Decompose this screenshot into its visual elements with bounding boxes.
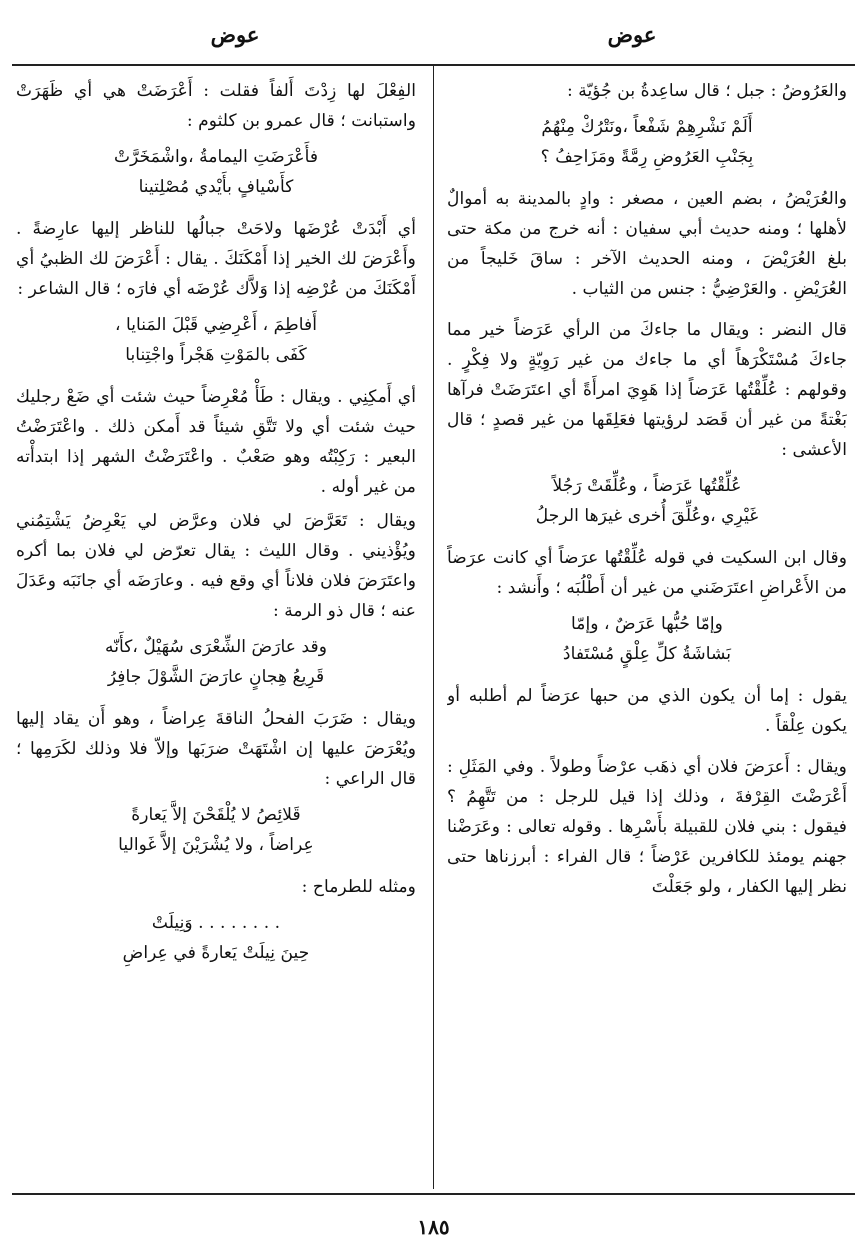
paragraph: أي أَمكِنِي . ويقال : طَأْ مُعْرِضاً حيث شئت أي ضَعْ رجليك حيث شئت أي ولا تَتَّقِ شيئاً قد أَمكن ذلك . واعْتَرَضْتُ البعير : رَكِبْتُه وهو صَعْبٌ . واعْتَرَضْتُ الشهر إذا ابتدأْته من غير أوله . xyxy=(16,387,416,497)
paragraph: ويقال : ضَرَبَ الفحلُ الناقةَ عِراضاً ، وهو أَن يقاد إليها ويُعْرَضَ عليها إن اشْتَهَتْ ضرَبَها وإلاّ فلا وذلك لكَرَمِها ؛ قال الراعي : xyxy=(16,709,416,789)
verse-line: وقد عارَضَ الشِّعْرَى سُهَيْلٌ ،كأَنّه xyxy=(104,637,328,657)
paragraph: ومثله للطرماح : xyxy=(301,877,416,897)
verse-line: كَفَى بالمَوْتِ هَجْراً واجْتِنابا xyxy=(125,345,307,365)
column-divider xyxy=(433,66,434,1189)
paragraph: وقال ابن السكيت في قوله عُلِّقْتُها عرَضاً أي كانت عرَضاً من الأَعْراضِ اعتَرَضَني من غير أن أَطْلُبَه ؛ وأَنشد : xyxy=(447,548,847,598)
verse xyxy=(447,112,847,172)
verse-line: . . . . . . . . وَنِيلَتْ xyxy=(151,913,281,933)
verse-line: أَلَمْ نَشْرِهِمْ شَفْعاً ،ونَتْرُكْ مِنْهُمُ xyxy=(541,117,753,137)
running-head-left: عوض xyxy=(210,22,260,47)
verse xyxy=(16,908,416,968)
verse-line: غَيْرِي ،وعُلِّقَ أُخرى غيرَها الرجلُ xyxy=(535,506,759,526)
paragraph: ويقال : تَعَرَّضَ لي فلان وعرَّض لي يَعْرِضُ يَشْتِمُني ويُؤْذيني . وقال الليث : يقال تعرّض لي فلان بما أكره واعتَرَضَ فلان فلاناً أي وقع فيه . وعارَضَه أي جانَبَه وعَدَلَ عنه ؛ قال ذو الرمة : xyxy=(16,511,416,621)
verse xyxy=(16,142,416,202)
verse-line: بَشاشَةُ كلِّ عِلْقٍ مُسْتَفادُ xyxy=(562,644,732,664)
verse-line: عُلِّقْتُها عَرَضاً ، وعُلِّقَتْ رَجُلاً xyxy=(552,476,742,496)
verse xyxy=(447,471,847,531)
paragraph: والعَرُوضُ : جبل ؛ قال ساعِدةُ بن جُؤيّة : xyxy=(567,81,847,101)
verse-line: قَلائِصُ لا يُلْقَحْنَ إلاَّ يَعارةً xyxy=(131,805,301,825)
paragraph: قال النضر : ويقال ما جاءكَ من الرأي عَرَضاً خير مما جاءكَ مُسْتَكْرَهاً أي ما جاءك من غير رَوِيّةٍ ولا فِكْرٍ . وقولهم : عُلِّقْتُها عَرَضاً إذا هَوِيَ امرأَةً أي اعتَرَضَتْ فرآها بَغْتةً من غير أن قَصَد لرؤيتها فعَلِقَها من غير قصدٍ ؛ قال الأعشى : xyxy=(447,320,847,460)
verse-line: فأَعْرَضَتِ اليمامةُ ،واشْمَخَرَّتْ xyxy=(113,147,319,167)
verse xyxy=(16,800,416,860)
verse xyxy=(16,632,416,692)
right-column xyxy=(447,76,847,1187)
verse-line: حِينَ نِيلَتْ يَعارةً في عِراضِ xyxy=(122,943,310,963)
verse-line: وإمّا حُبُّها عَرَضٌ ، وإمّا xyxy=(571,614,723,634)
paragraph: والعُرَيْضُ ، بضم العين ، مصغر : وادٍ بالمدينة به أموالٌ لأهلها ؛ ومنه حديث أبي سفيان : أنه خرج من مكة حتى بلغ العُرَيْضَ ، ومنه الحديث الآخر : ساقَ خَليجاً من العُرَيْضِ . والعَرْضِيُّ : جنس من الثياب . xyxy=(447,189,847,299)
paragraph: ويقال : أَعرَضَ فلان أي ذهَب عرْضاً وطولاً . وفي المَثَلِ : أَعْرَضْتَ القِرْفةَ ، وذلك إذا قيل للرجل : من تَتَّهِمُ ؟ فيقول : بني فلان للقبيلة بأَسْرِها . وقوله تعالى : وعَرَضْنا جهنم يومئذ للكافرين عَرْضاً ؛ قال الفراء : أبرزناها حتى نظر إليها الكفار ، ولو جَعَلْتَ xyxy=(447,757,847,897)
verse-line: قَرِيعُ هِجانٍ عارَضَ الشَّوْلَ جافِرُ xyxy=(107,667,325,687)
page-number: ١٨٥ xyxy=(417,1215,450,1239)
verse xyxy=(16,310,416,370)
verse-line: عِراضاً ، ولا يُشْرَيْنَ إلاَّ غَواليا xyxy=(118,835,314,855)
paragraph: يقول : إما أن يكون الذي من حبها عرَضاً لم أطلبه أو يكون عِلْقاً . xyxy=(447,686,847,736)
left-column xyxy=(16,76,416,1187)
running-head-right: عوض xyxy=(607,22,657,47)
paragraph: أي أَبْدَتْ عُرْضَها ولاحَتْ جبالُها للناظر إليها عارِضةً . وأَعْرَضَ لك الخير إذا أَمْكَنَكَ . يقال : أَعْرَضَ لك الظبيُ أي أَمْكَنَكَ من عُرْضِه إذا وَلاَّك عُرْضَه أي فارَه ؛ قال الشاعر : xyxy=(16,219,416,299)
paragraph: الفِعْلَ لها زِدْتَ أَلفاً فقلت : أَعْرَضَتْ هي أي ظَهَرَتْ واستبانت ؛ قال عمرو بن كلثوم : xyxy=(16,81,416,131)
verse-line: أَفاطِمَ ، أَعْرِضِي قَبْلَ المَنايا ، xyxy=(114,315,317,335)
bottom-rule xyxy=(12,1193,855,1195)
verse-line: بِجَنْبِ العَرُوضِ رِمَّةً ومَزَاحِفُ ؟ xyxy=(540,147,754,167)
verse xyxy=(447,609,847,669)
verse-line: كأَسْيافٍ بأَيْدي مُصْلِتينا xyxy=(138,177,294,197)
